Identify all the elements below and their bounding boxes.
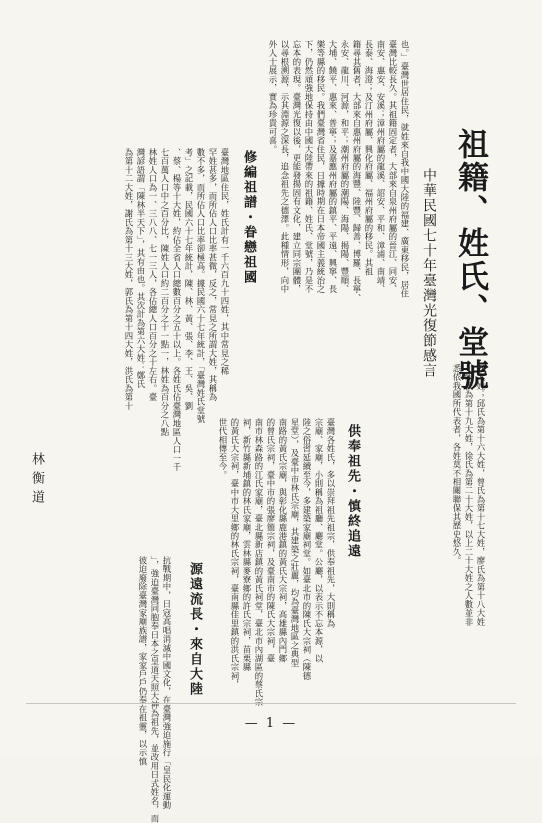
text-column: 七百萬人口中之百分比，陳姓人口約二百分之十一點一，林姓為百分之八點 [160,148,170,437]
author-name: 林衡道 [29,452,44,509]
text-column: 祠，新竹縣新埔鎮的林氏家廟，雲林縣麥寮鄉的許氏宗祠，苗栗縣 [242,418,252,672]
text-column: 南安、惠安、安溪；漳州府屬的龍溪、詔安、平和、漳浦、南靖、 [376,40,386,294]
text-column: 考」之記載，民國六十七年統計，陳、林、黃、張、李、王、吳、劉 [184,148,194,411]
text-column: 悉依我國所代表者，各姓莫不相關聯保其歷史悠久。 [452,364,462,566]
text-column: 星堂），及臺中市林氏宗廟，其建築之壯麗，均為臺灣地區之典型 [290,418,300,668]
text-column: ，賴氏為第十九大姓，徐氏為第二十大姓，以上二十大姓之人數並非 [464,364,474,627]
text-column: 陸之俗習延續至今，多建築家廟祠堂。如臺北市的陳氏大宗祠（陳德 [302,418,312,681]
text-column: 罕姓甚多，而所佔人口比率甚微，反之，常見之所謂大姓，其稱為 [208,148,218,402]
text-column: 灣諺語謂「陳林半天下」，其有由也。其次計為第六大姓：鄭氏 [136,148,146,389]
text-column: 、蔡、楊等十大姓，約佔全省人口總數百分之五十以上。各姓氏佔臺灣地區人口一千 [172,148,182,472]
text-column: 以尋根溯源，示其淵源之深長，追念祖先之德澤。此種情形，向中 [280,40,290,294]
text-column: 長泰、海澄；及汀州府屬、興化府屬、福州府屬的移民。其祖 [364,40,374,276]
text-column: 的黃氏大宗祠，臺中市大里鄉的林氏宗祠，臺南縣佳里鎮的洪氏宗祠， [230,418,240,689]
text-column: 南市林森路的江氏家廟，臺北縣新店鎮的黃氏祠堂，臺北市內湖區的蔡氏宗 [254,418,264,707]
text-column: 臺灣比較長久。其祖籍固定者，大部來自泉州府屬的晉江、同安、 [388,40,398,294]
text-column: 籍尋其舊者，大部來自惠州府屬的海豐、陸豐、歸善、博羅、長寧、 [352,40,362,303]
text-column: 大埔、饒平、惠來、普寧；及嘉應州府屬的鎮平、平遠、興寧、長 [328,40,338,294]
article-title: 祖籍、姓氏、堂號 [452,128,488,392]
text-column: 南路的黃氏宗廟，與彰化縣鹿港鎮的黃氏大宗祠，高雄縣內門鄉 [278,418,288,663]
text-column: 下，仍然頑強地保持由中國大陸帶來的祖籍、姓氏、堂號，乃是不 [304,40,314,294]
text-column: 宗廟、家廟，小則稱為祖廳、廳堂。公廳，以表示不忘本源，以 [314,418,324,663]
text-column: 也。」臺灣世居住民，就姓來自我中國大陸的福建、廣東移民，居住 [400,40,410,299]
text-column: 臺灣地區住民，姓氏計有一千六百九十四姓，其中常見之稀 [220,148,230,376]
section-heading: 供奉祖先・慎終追遠 [345,424,360,559]
text-column: 世代相傳至今。 [218,418,228,480]
text-column: 為第十二大姓，謝氏為第十三大姓，郭氏為第十四大姓，洪氏為第十 [124,148,134,411]
text-column: 臺灣各姓氏，多以崇拜祖先祖宗，供奉祖先，大則稱為 [326,418,336,628]
text-column: 林姓人口為一、三八八、七一三人，各佔總人口百分之十左右。臺 [148,148,158,402]
text-column: 」，強迫臺灣同胞奉日本之皇道天照大神為祖先，並改用日式姓名，而 [150,556,160,823]
text-column: 數不多，而所佔人口比率卻極高。據民國六十七年統計，「臺灣姓氏堂號 [196,148,206,424]
text-column: 彼迫廢除臺灣家廟族譜，家家戶戶仍奉在祖靈，以示慎 [138,556,148,766]
text-column: 永安、龍川、河源，和平；潮州府屬的潮陽、海陽、揭陽、豐順、 [340,40,350,294]
text-column: 的曾氏宗祠，臺中市的張廖簡宗祠，及臺南市的陳氏大宗祠，臺 [266,418,276,663]
footer-divider [26,703,516,704]
text-column: 五大姓；邱氏為第十六大姓，曾氏為第十七大姓，廖氏為第十八大姓 [476,364,486,627]
section-heading: 源遠流長・來自大陸 [187,562,202,697]
article-subtitle: 中華民國七十年臺灣光復節感言 [421,168,437,378]
text-column: 樂等縣的移民。我們臺灣省住民，日據時期在日本帝國主義統治之 [316,40,326,294]
text-column: 抗戰期中，日寇高唱消滅中國文化，在臺灣強迫施行「皇民化運動 [162,556,172,810]
page-number: — 1 — [244,716,298,731]
text-column: 外人士展示，實為珍貴可喜。 [268,40,278,154]
section-heading: 修編祖譜・眷戀祖國 [241,150,256,285]
text-column: 忘本的表現。臺灣光復以後，更能發揚固有文化，建立同宗團體， [292,40,302,294]
